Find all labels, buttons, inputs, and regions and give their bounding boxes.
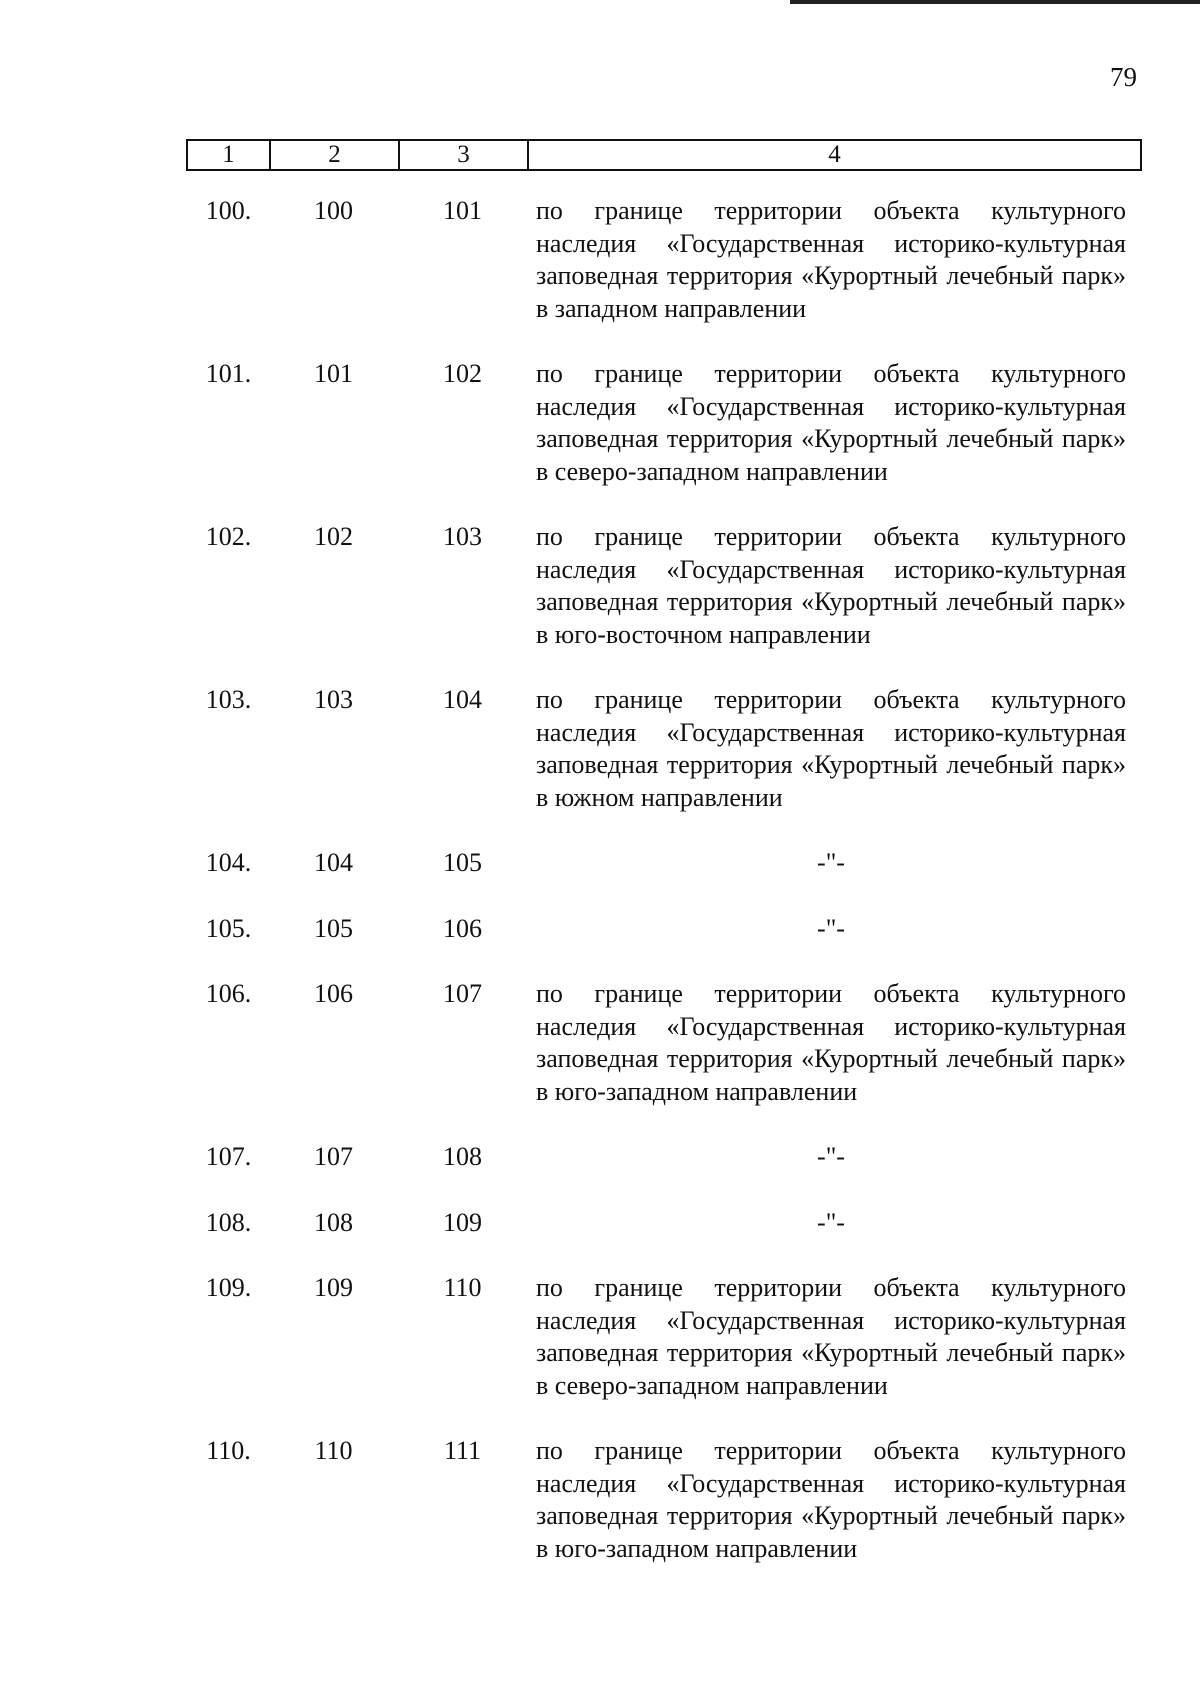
row-number: 100. <box>205 196 252 225</box>
boundary-description-ditto: -"- <box>817 1142 845 1171</box>
table-row <box>186 978 1142 1108</box>
header-col-1: 1 <box>188 141 271 169</box>
row-number: 104. <box>205 848 252 877</box>
point-to: 106 <box>443 913 482 943</box>
table-row <box>186 521 1142 651</box>
page-number: 79 <box>1110 62 1137 92</box>
header-col-3: 3 <box>400 141 529 169</box>
table-row <box>186 913 1142 946</box>
boundary-description-ditto: -"- <box>817 848 845 877</box>
row-number: 110. <box>206 1436 251 1465</box>
row-number: 105. <box>205 913 252 943</box>
row-number: 109. <box>205 1273 252 1302</box>
point-from: 105 <box>314 913 353 943</box>
boundary-description: по границе территории объекта культурного наследия «Государственная историко-культурная заповедная территория «Курортный лечебный парк» в северо-западном направлении <box>536 359 1126 486</box>
boundary-description: по границе территории объекта культурного наследия «Государственная историко-культурная заповедная территория «Курортный лечебный парк» в западном направлении <box>536 196 1126 323</box>
table-row <box>186 684 1142 814</box>
table-body <box>186 195 1142 1598</box>
boundary-description: по границе территории объекта культурного наследия «Государственная историко-культурная заповедная территория «Курортный лечебный парк» в юго-западном направлении <box>536 1436 1126 1563</box>
table-row <box>186 1207 1142 1240</box>
point-to: 103 <box>443 522 482 551</box>
boundary-description: по границе территории объекта культурного наследия «Государственная историко-культурная заповедная территория «Курортный лечебный парк» в южном направлении <box>536 685 1126 812</box>
point-from: 107 <box>314 1142 353 1171</box>
point-to: 111 <box>443 1436 482 1465</box>
point-to: 105 <box>443 848 482 877</box>
boundary-description-ditto: -"- <box>817 1207 845 1237</box>
point-from: 103 <box>314 685 353 714</box>
table-row <box>186 358 1142 488</box>
boundary-description: по границе территории объекта культурного наследия «Государственная историко-культурная заповедная территория «Курортный лечебный парк» в северо-западном направлении <box>536 1273 1126 1400</box>
row-number: 101. <box>205 359 252 388</box>
boundary-description-ditto: -"- <box>817 913 845 943</box>
point-from: 100 <box>314 196 353 225</box>
header-col-4: 4 <box>828 141 841 168</box>
top-edge-rule <box>790 0 1200 4</box>
point-to: 107 <box>443 979 482 1008</box>
point-from: 108 <box>314 1207 353 1237</box>
table-row <box>186 1141 1142 1174</box>
table-header <box>186 139 1142 171</box>
row-number: 103. <box>205 685 252 714</box>
point-to: 104 <box>443 685 482 714</box>
point-from: 109 <box>314 1273 353 1302</box>
point-from: 102 <box>314 522 353 551</box>
row-number: 106. <box>205 979 252 1008</box>
row-number: 108. <box>205 1207 252 1237</box>
point-to: 101 <box>443 196 482 225</box>
header-col-2: 2 <box>271 141 400 169</box>
point-to: 108 <box>443 1142 482 1171</box>
boundary-description: по границе территории объекта культурного наследия «Государственная историко-культурная заповедная территория «Курортный лечебный парк» в юго-восточном направлении <box>536 522 1126 649</box>
table-row <box>186 195 1142 325</box>
row-number: 102. <box>205 522 252 551</box>
point-from: 101 <box>314 359 353 388</box>
table-row <box>186 847 1142 880</box>
point-from: 104 <box>314 848 353 877</box>
row-number: 107. <box>205 1142 252 1171</box>
point-from: 110 <box>314 1436 353 1465</box>
table-row <box>186 1435 1142 1565</box>
point-to: 109 <box>443 1207 482 1237</box>
table-row <box>186 1272 1142 1402</box>
point-to: 102 <box>443 359 482 388</box>
point-from: 106 <box>314 979 353 1008</box>
boundary-description: по границе территории объекта культурного наследия «Государственная историко-культурная заповедная территория «Курортный лечебный парк» в юго-западном направлении <box>536 979 1126 1106</box>
point-to: 110 <box>443 1273 482 1302</box>
